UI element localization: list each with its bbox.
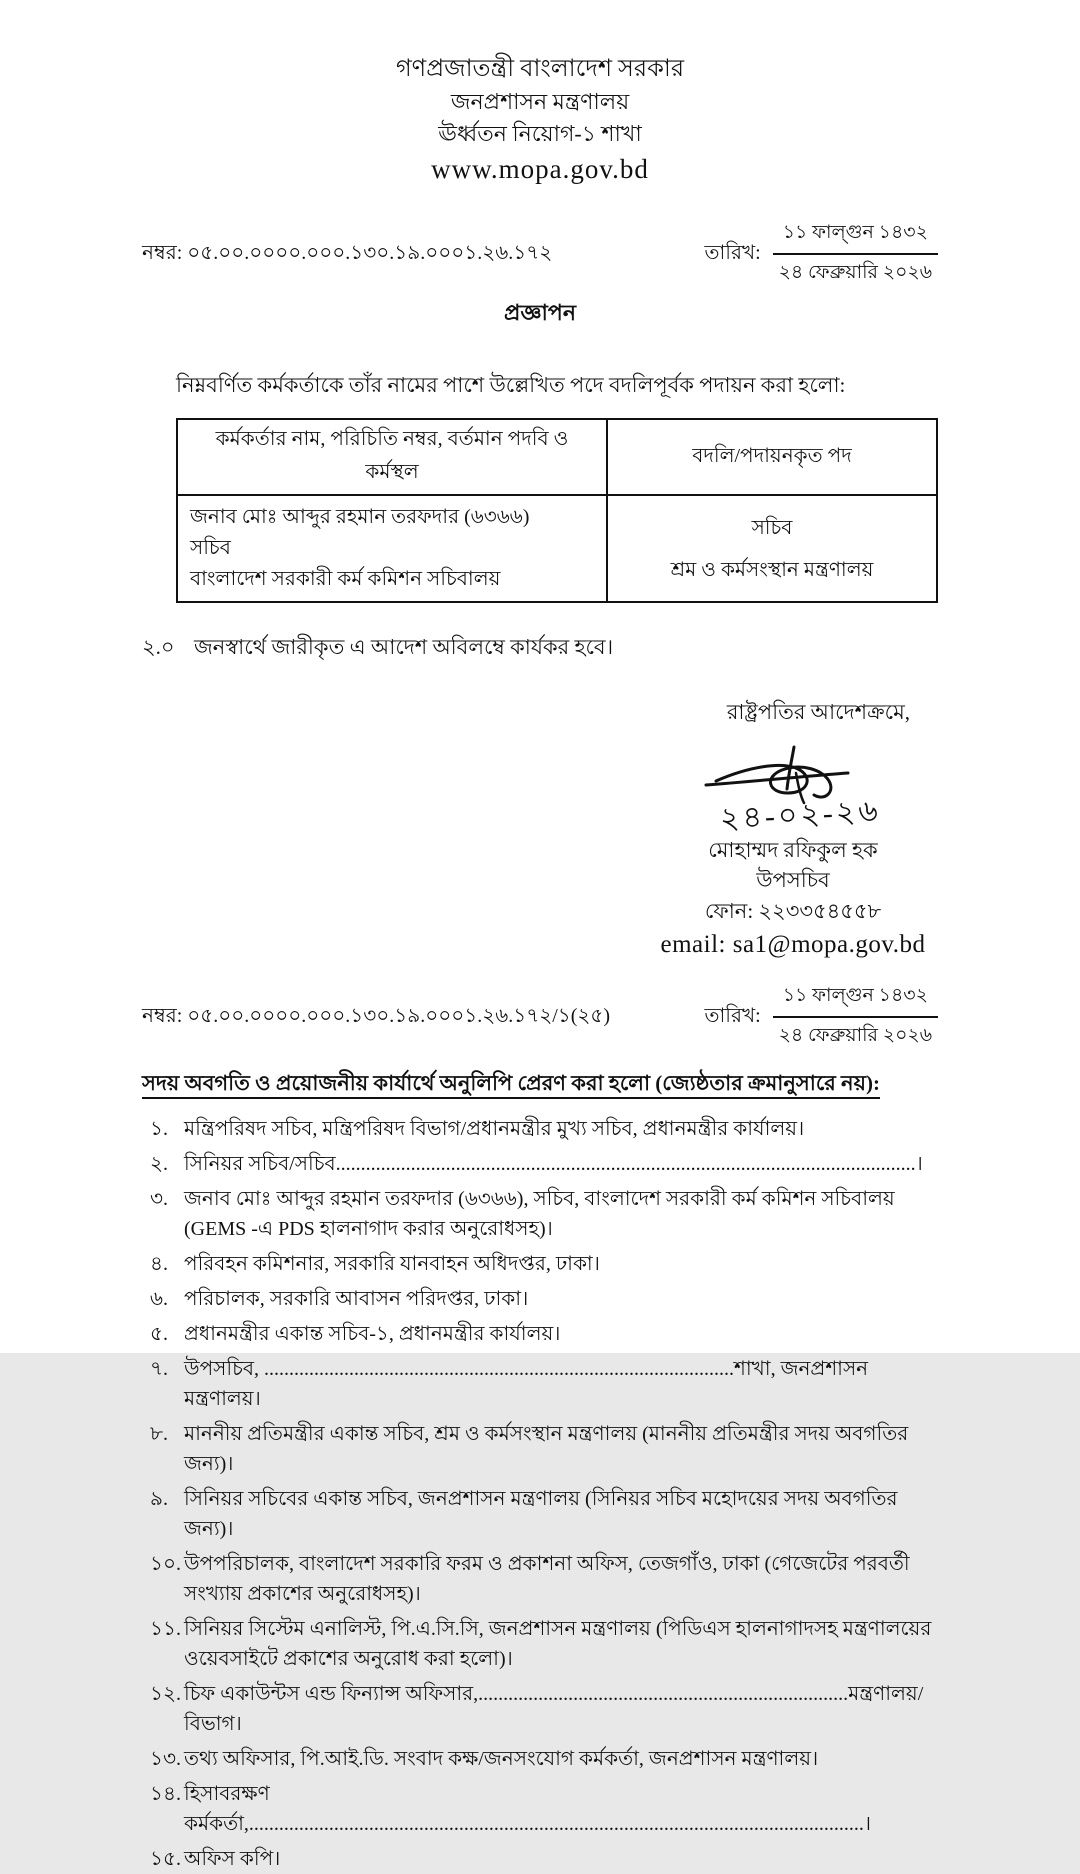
date-label-1: তারিখ:	[704, 241, 761, 264]
table-header-new-post: বদলি/পদায়নকৃত পদ	[607, 419, 937, 495]
cc-item: ২. সিনিয়র সচিব/সচিব....................................................................................................................।	[150, 1153, 923, 1175]
signature-image	[678, 743, 908, 843]
cc-item: ৫. প্রধানমন্ত্রীর একান্ত সচিব-১, প্রধানমন্ত্রীর কার্যালয়।	[150, 1323, 561, 1345]
cc-item: ১১. সিনিয়র সিস্টেম এনালিস্ট, পি.এ.সি.সি, জনপ্রশাসন মন্ত্রণালয় (পিডিএস হালনাগাদসহ মন্ত্রণালয়ের ওয়েবসাইটে প্রকাশের অনুরোধ করা হলো)।	[150, 1618, 932, 1670]
signatory-designation: উপসচিব	[756, 868, 830, 892]
signatory-phone: ফোন: ২২৩৩৫৪৫৫৮	[704, 899, 882, 923]
date-bangla-1: ১১ ফাল্গুন ১৪৩২	[773, 218, 938, 255]
government-name: গণপ্রজাতন্ত্রী বাংলাদেশ সরকার	[395, 56, 685, 82]
cc-item: ১৩. তথ্য অফিসার, পি.আই.ডি. সংবাদ কক্ষ/জনসংযোগ কর্মকর্তা, জনপ্রশাসন মন্ত্রণালয়।	[150, 1748, 819, 1770]
officer-name: জনাব মোঃ আব্দুর রহমান তরফদার (৬৩৬৬)	[190, 506, 530, 528]
cc-item: ৮. মাননীয় প্রতিমন্ত্রীর একান্ত সচিব, শ্রম ও কর্মসংস্থান মন্ত্রণালয় (মাননীয় প্রতিমন্ত্রীর সদয় অবগতির জন্য)।	[150, 1423, 909, 1475]
signature-handwritten-date: ২৪-০২-২৬	[719, 794, 882, 836]
memo-number-2: নম্বর: ০৫.০০.০০০০.০০০.১৩০.১৯.০০০১.২৬.১৭২/১(২৫)	[142, 1004, 611, 1027]
reference-row-2	[142, 981, 938, 1053]
new-post-ministry: শ্রম ও কর্মসংস্থান মন্ত্রণালয়	[670, 558, 874, 581]
website-url: www.mopa.gov.bd	[431, 154, 649, 184]
date-stack-1	[773, 218, 938, 290]
signatory-email: email: sa1@mopa.gov.bd	[660, 931, 926, 958]
cc-item: ৬. পরিচালক, সরকারি আবাসন পরিদপ্তর, ঢাকা।	[150, 1288, 529, 1310]
reference-row-1	[142, 218, 938, 290]
officer-details-cell	[177, 495, 607, 602]
date-gregorian-1: ২৪ ফেব্রুয়ারি ২০২৬	[778, 262, 933, 283]
cc-item: ৪. পরিবহন কমিশনার, সরকারি যানবাহন অধিদপ্তর, ঢাকা।	[150, 1253, 600, 1275]
table-row	[177, 495, 937, 602]
ministry-name: জনপ্রশাসন মন্ত্রণালয়	[450, 89, 630, 114]
cc-item: ৭. উপসচিব, ..............................................................................................শাখা, জনপ্রশাসন মন্ত্রণালয়।	[150, 1358, 869, 1410]
date-label-2: তারিখ:	[704, 1004, 761, 1027]
by-order-text: রাষ্ট্রপতির আদেশক্রমে,	[726, 700, 910, 724]
table-header-row	[177, 419, 937, 495]
cc-list	[142, 1114, 938, 1874]
cc-item: ১২. চিফ একাউন্টস এন্ড ফিন্যান্স অফিসার,..........................................................................মন্ত্রণালয়/বিভাগ।	[150, 1683, 924, 1735]
paragraph-2	[142, 631, 938, 666]
cc-item: ১. মন্ত্রিপরিষদ সচিব, মন্ত্রিপরিষদ বিভাগ/প্রধানমন্ত্রীর মুখ্য সচিব, প্রধানমন্ত্রীর কার্যালয়।	[150, 1118, 805, 1140]
date-stack-2	[773, 981, 938, 1053]
date-group-1	[704, 218, 938, 290]
signature-block	[628, 743, 958, 963]
transfer-table	[176, 418, 938, 603]
date-gregorian-2: ২৪ ফেব্রুয়ারি ২০২৬	[778, 1025, 933, 1046]
cc-item: ৩. জনাব মোঃ আব্দুর রহমান তরফদার (৬৩৬৬), সচিব, বাংলাদেশ সরকারী কর্ম কমিশন সচিবালয় (GEMS -এ PDS হালনাগাদ করার অনুরোধসহ)।	[150, 1188, 895, 1240]
paragraph-2-number: ২.০	[142, 635, 175, 659]
letterhead	[142, 52, 938, 188]
cc-item: ১০. উপপরিচালক, বাংলাদেশ সরকারি ফরম ও প্রকাশনা অফিস, তেজগাঁও, ঢাকা (গেজেটের পরবর্তী সংখ্যায় প্রকাশের অনুরোধসহ)।	[150, 1553, 910, 1605]
date-bangla-2: ১১ ফাল্গুন ১৪৩২	[773, 981, 938, 1018]
date-group-2	[704, 981, 938, 1053]
memo-number-1: নম্বর: ০৫.০০.০০০০.০০০.১৩০.১৯.০০০১.২৬.১৭২	[142, 241, 553, 264]
cc-item: ১৪. হিসাবরক্ষণ কর্মকর্তা,...........................................................................................................................।	[150, 1783, 872, 1835]
signatory-name: মোহাম্মদ রফিকুল হক	[708, 838, 878, 862]
document-title: প্রজ্ঞাপন	[504, 300, 576, 325]
table-header-officer: কর্মকর্তার নাম, পরিচিতি নম্বর, বর্তমান পদবি ও কর্মস্থল	[177, 419, 607, 495]
intro-text: নিম্নবর্ণিত কর্মকর্তাকে তাঁর নামের পাশে উল্লেখিত পদে বদলিপূর্বক পদায়ন করা হলো:	[176, 373, 846, 397]
cc-item: ৯. সিনিয়র সচিবের একান্ত সচিব, জনপ্রশাসন মন্ত্রণালয় (সিনিয়র সচিব মহোদয়ের সদয় অবগতির জন্য)।	[150, 1488, 898, 1540]
officer-current-post: সচিব	[190, 537, 231, 559]
new-post-cell	[607, 495, 937, 602]
cc-item: ১৫. অফিস কপি।	[150, 1848, 281, 1870]
paragraph-2-text: জনস্বার্থে জারীকৃত এ আদেশ অবিলম্বে কার্যকর হবে।	[194, 635, 614, 659]
new-post-title: সচিব	[751, 516, 793, 539]
officer-current-office: বাংলাদেশ সরকারী কর্ম কমিশন সচিবালয়	[190, 568, 501, 590]
cc-heading: সদয় অবগতি ও প্রয়োজনীয় কার্যার্থে অনুলিপি প্রেরণ করা হলো (জ্যেষ্ঠতার ক্রমানুসারে নয়):	[142, 1067, 938, 1102]
branch-name: ঊর্ধ্বতন নিয়োগ-১ শাখা	[438, 121, 642, 146]
